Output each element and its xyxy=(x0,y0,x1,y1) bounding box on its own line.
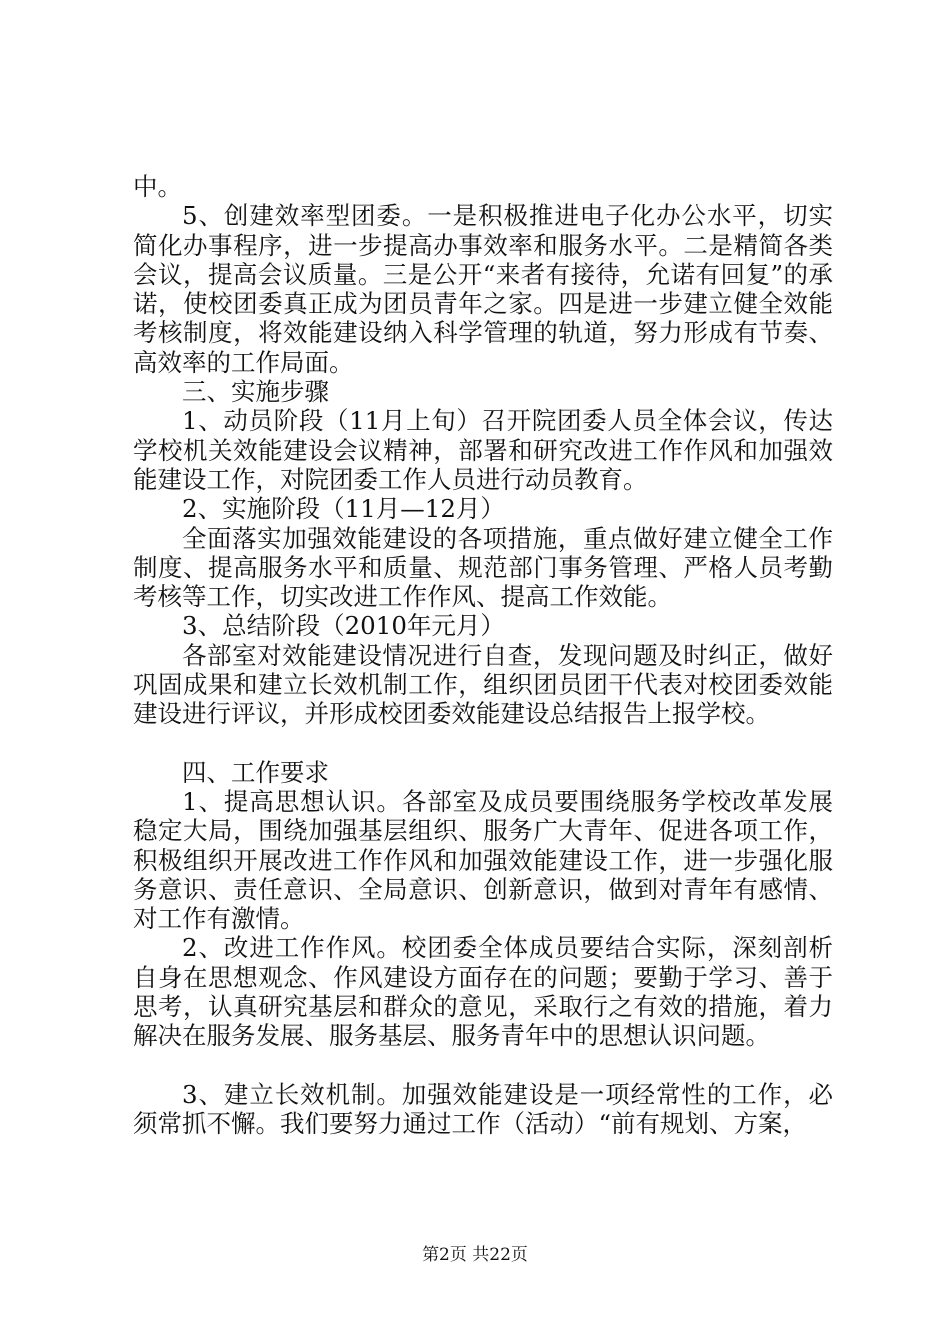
paragraph-step-3-title: 3、总结阶段（2010年元月） xyxy=(182,611,505,641)
section-heading-work-requirements: 四、工作要求 xyxy=(182,757,329,787)
paragraph-requirement-1: 1、提高思想认识。各部室及成员要围绕服务学校改革发展稳定大局，围绕加强基层组织、服务广大青年、促进各项工作，积极组织开展改进工作作风和加强效能建设工作，进一步强化服务意识、责任意识、全局意识、创新意识，做到对青年有感情、对工作有激情。 xyxy=(133,786,833,934)
paragraph-requirement-2: 2、改进工作作风。校团委全体成员要结合实际，深刻剖析自身在思想观念、作风建设方面存在的问题；要勤于学习、善于思考，认真研究基层和群众的意见，采取行之有效的措施，着力解决在服务发展、服务基层、服务青年中的思想认识问题。 xyxy=(133,933,833,1051)
paragraph-continuation: 中。 xyxy=(133,172,182,201)
paragraph-item-5: 5、创建效率型团委。一是积极推进电子化办公水平，切实简化办事程序，进一步提高办事效率和服务水平。二是精简各类会议，提高会议质量。三是公开“来者有接待，允诺有回复”的承诺，使校团委真正成为团员青年之家。四是进一步建立健全效能考核制度，将效能建设纳入科学管理的轨道，努力形成有节奏、高效率的工作局面。 xyxy=(133,201,833,377)
paragraph-step-3-body: 各部室对效能建设情况进行自查，发现问题及时纠正，做好巩固成果和建立长效机制工作，组织团员团干代表对校团委效能建设进行评议，并形成校团委效能建设总结报告上报学校。 xyxy=(133,640,833,729)
paragraph-requirement-3: 3、建立长效机制。加强效能建设是一项经常性的工作，必须常抓不懈。我们要努力通过工作（活动）“前有规划、方案， xyxy=(133,1079,833,1138)
paragraph-step-2-title: 2、实施阶段（11月—12月） xyxy=(182,494,505,524)
page-number-footer: 第2页 共22页 xyxy=(422,1245,528,1265)
document-body xyxy=(133,172,833,1138)
paragraph-step-2-body: 全面落实加强效能建设的各项措施，重点做好建立健全工作制度、提高服务水平和质量、规范部门事务管理、严格人员考勤考核等工作，切实改进工作作风、提高工作效能。 xyxy=(133,523,833,612)
paragraph-spacer xyxy=(133,729,833,758)
section-heading-implementation-steps: 三、实施步骤 xyxy=(182,377,329,407)
paragraph-step-1: 1、动员阶段（11月上旬）召开院团委人员全体会议，传达学校机关效能建设会议精神，部署和研究改进工作作风和加强效能建设工作，对院团委工作人员进行动员教育。 xyxy=(133,406,833,494)
paragraph-spacer xyxy=(133,1051,833,1080)
